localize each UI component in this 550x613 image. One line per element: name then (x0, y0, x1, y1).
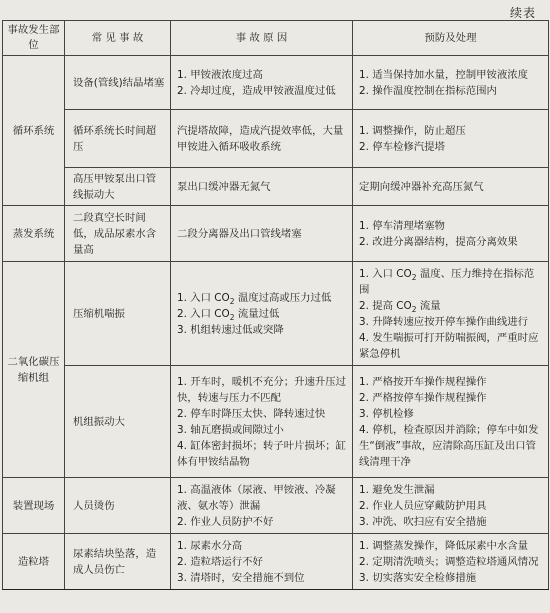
prevention-line (359, 314, 544, 330)
prevention-line: 1. 严格按开车操作规程操作 (359, 375, 487, 388)
cause-line: 1. 甲铵液浓度过高 (177, 68, 263, 81)
cause-line: 2. 造粒塔运行不好 (177, 555, 263, 568)
header-system: 事故发生部 位 (3, 21, 65, 56)
cause-line: 汽提塔故障，造成汽提效率低，大量甲铵进入循环吸收系统 (177, 124, 344, 153)
accident-table (2, 20, 549, 590)
accident-cell: 二段真空长时间低，成品尿素水含量高 (65, 206, 171, 262)
table-row (3, 56, 549, 110)
cause-text: 3. 机组转速过低或突降 (177, 323, 284, 336)
prevention-line: 定期向缓冲器补充高压氮气 (359, 180, 484, 193)
system-cell: 循环系统 (3, 56, 65, 206)
header-prevention: 预防及处理 (353, 21, 549, 56)
subscript: 2 (411, 272, 417, 282)
prevention-cell (353, 262, 549, 366)
cause-line: 2. 停车时降压太快、降转速过快 (177, 407, 326, 420)
cause-cell (171, 110, 353, 168)
prevention-line: 1. 调整蒸发操作，降低尿素中水含量 (359, 539, 529, 552)
prevention-line: 2. 改进分离器结构，提高分离效果 (359, 235, 518, 248)
accident-cell: 压缩机喘振 (65, 262, 171, 366)
prevention-cell (353, 206, 549, 262)
table-row (3, 534, 549, 590)
prevention-line (359, 298, 544, 314)
prevention-line (359, 330, 544, 362)
accident-cell: 人员烫伤 (65, 478, 171, 534)
cause-text: 1. 入口 CO (177, 291, 230, 304)
prevention-line: 2. 停车检修汽提塔 (359, 140, 445, 153)
cause-line: 2. 作业人员防护不好 (177, 515, 274, 528)
table-row (3, 110, 549, 168)
prevention-text: 4. 发生喘振可打开防喘振阀，严重时应紧急停机 (359, 331, 539, 360)
system-cell: 蒸发系统 (3, 206, 65, 262)
prevention-line: 4. 停机，检查原因并消除；停车中如发生“倒液”事故，应清除高压缸及出口管线清理干净 (359, 423, 539, 468)
accident-cell: 设备(管线)结晶堵塞 (65, 56, 171, 110)
prevention-line: 2. 严格按停车操作规程操作 (359, 391, 487, 404)
cause-line: 1. 尿素水分高 (177, 539, 243, 552)
table-header-row (3, 21, 549, 56)
prevention-line: 1. 适当保持加水量，控制甲铵液浓度 (359, 68, 529, 81)
prevention-line: 1. 调整操作，防止超压 (359, 124, 466, 137)
prevention-line: 1. 避免发生泄漏 (359, 483, 435, 496)
subscript: 2 (411, 304, 417, 314)
header-cause: 事 故 原 因 (171, 21, 353, 56)
system-cell: 二氧化碳压缩机组 (3, 262, 65, 478)
prevention-cell (353, 56, 549, 110)
table-row (3, 168, 549, 206)
prevention-line: 2. 操作温度控制在指标范围内 (359, 84, 497, 97)
cause-text: 温度过高或压力过低 (234, 291, 332, 304)
cause-cell (171, 56, 353, 110)
cause-text: 流量过低 (234, 307, 280, 320)
prevention-line: 2. 作业人员应穿戴防护用具 (359, 499, 487, 512)
subscript: 2 (229, 296, 235, 306)
accident-cell: 循环系统长时间超压 (65, 110, 171, 168)
cause-cell (171, 366, 353, 478)
prevention-cell (353, 366, 549, 478)
cause-cell (171, 478, 353, 534)
prevention-cell (353, 534, 549, 590)
cause-text: 2. 入口 CO (177, 307, 230, 320)
table-row (3, 206, 549, 262)
cause-cell (171, 168, 353, 206)
accident-cell: 机组振动大 (65, 366, 171, 478)
prevention-text: 流量 (416, 299, 441, 312)
cause-line: 泵出口缓冲器无氮气 (177, 180, 271, 193)
prevention-line: 3. 切实落实安全检修措施 (359, 571, 477, 584)
prevention-line: 2. 定期清洗喷头；调整造粒塔通风情况 (359, 555, 539, 568)
table-row (3, 478, 549, 534)
prevention-line: 3. 冲洗、吹扫应有安全措施 (359, 515, 487, 528)
prevention-cell (353, 110, 549, 168)
prevention-text: 3. 升降转速应按开停车操作曲线进行 (359, 315, 529, 328)
subscript: 2 (229, 312, 235, 322)
system-cell: 造粒塔 (3, 534, 65, 590)
accident-cell: 高压甲铵泵出口管线振动大 (65, 168, 171, 206)
cause-line: 3. 清塔时，安全措施不到位 (177, 571, 305, 584)
cause-cell (171, 262, 353, 366)
table-body (3, 56, 549, 590)
cause-line (177, 290, 348, 306)
cause-line: 1. 开车时，暖机不充分；升速升压过快，转速与压力不匹配 (177, 375, 347, 404)
accident-cell: 尿素结块坠落，造成人员伤亡 (65, 534, 171, 590)
cause-line: 1. 高温液体（尿液、甲铵液、冷凝液、氨水等）泄漏 (177, 483, 336, 512)
cause-line: 2. 冷却过度，造成甲铵液温度过低 (177, 84, 336, 97)
cause-line (177, 322, 348, 338)
cause-line: 4. 缸体密封损坏；转子叶片损坏；缸体有甲铵结晶物 (177, 439, 347, 468)
prevention-cell (353, 168, 549, 206)
prevention-line (359, 266, 544, 298)
system-cell: 装置现场 (3, 478, 65, 534)
cause-line: 3. 轴瓦磨损或间隙过小 (177, 423, 284, 436)
prevention-text: 2. 提高 CO (359, 299, 412, 312)
table-row (3, 366, 549, 478)
cause-line: 二段分离器及出口管线堵塞 (177, 227, 302, 240)
cause-cell (171, 534, 353, 590)
continuation-label: 续表 (509, 6, 536, 20)
cause-cell (171, 206, 353, 262)
prevention-line: 1. 停车清理堵塞物 (359, 219, 445, 232)
prevention-cell (353, 478, 549, 534)
prevention-text: 1. 入口 CO (359, 267, 412, 280)
prevention-line: 3. 停机检修 (359, 407, 414, 420)
prevention-text: 温度、压力维持在指标范围 (359, 267, 535, 296)
cause-line (177, 306, 348, 322)
header-accident: 常 见 事 故 (65, 21, 171, 56)
table-row (3, 262, 549, 366)
